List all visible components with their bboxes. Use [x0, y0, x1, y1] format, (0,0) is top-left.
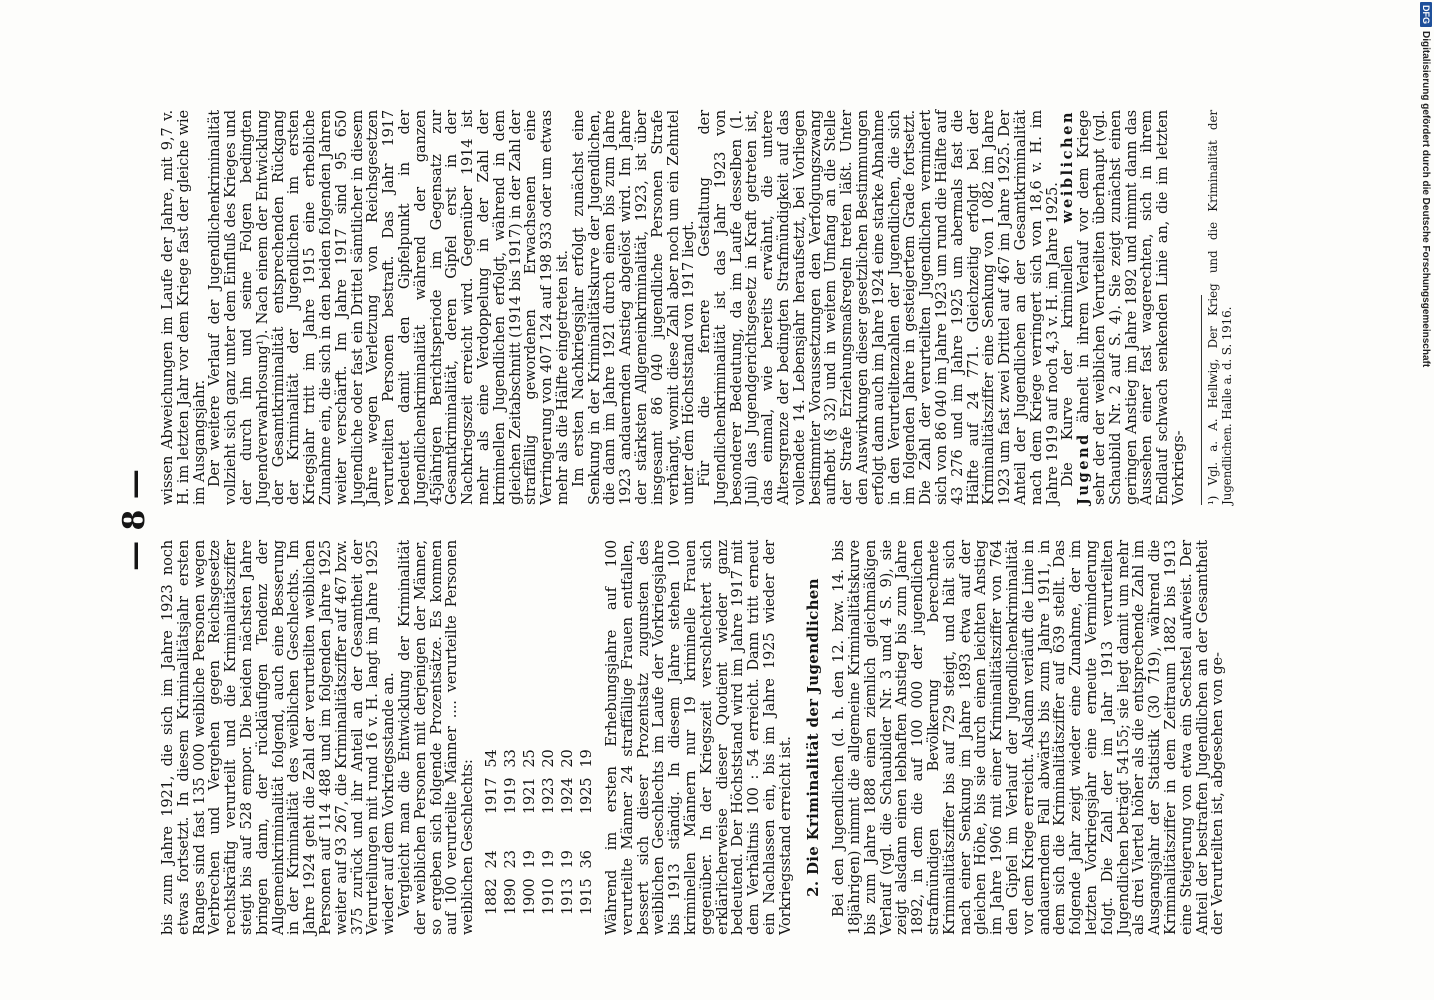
ratio-table-row — [539, 713, 558, 915]
ratio-year-cell: 1923 — [539, 777, 557, 815]
right-paragraph-1: wissen Abweichungen im Laufe der Jahre, mit 9,7 v. H. im letzten Jahr vor dem Kriege fast der gleiche wie im Ausgangsjahr. — [159, 110, 208, 505]
ratio-year-cell: 1915 — [577, 878, 595, 915]
ratio-table-row — [482, 713, 501, 915]
ratio-year-cell: 1919 — [501, 777, 519, 815]
ratio-value-cell: 19 — [577, 749, 595, 768]
emphasis-weibliche-jugend: weiblichen Jugend — [1059, 110, 1093, 505]
ratio-table-row — [520, 713, 539, 915]
ratio-value-cell: 19 — [520, 850, 538, 869]
ratio-year-cell: 1910 — [539, 878, 557, 915]
document-page — [115, 105, 1305, 935]
ratio-year-cell: 1900 — [520, 878, 538, 915]
ratio-table-row — [577, 713, 596, 915]
ratio-year-cell: 1917 — [482, 777, 500, 815]
left-paragraph-3: Während im ersten Erhebungsjahre auf 100 verurteilte Männer 24 straffällige Frauen entfallen, bessert sich dieser Prozentsatz zugunsten des weiblichen Geschlechts im Laufe der Vorkriegsjahre bis 1913 ständig. In diesem Jahre stehen 100 kriminellen Männern nur 19 kriminelle Frauen gegenüber. In der Kriegszeit verschlechtert sich erklärlicherweise dieser Quotient wieder ganz bedeutend. Der Höchststand wird im Jahre 1917 mit dem Verhältnis 100 : 54 erreicht. Dann tritt erneut ein Nachlassen ein, bis im Jahre 1925 wieder der Vorkriegsstand erreicht ist. — [602, 540, 794, 935]
section-heading: 2. Die Kriminalität der Jugendlichen — [803, 578, 822, 897]
ratio-value-cell: 23 — [501, 850, 519, 869]
right-paragraph-2: Der weitere Verlauf der Jugendlichenkriminalität vollzieht sich ganz unter dem Einfluß des Krieges und der durch ihn und seine Folgen bedingten Jugendverwahrlosung¹). Nach einem der Entwicklung der Gesamtkriminalität entsprechenden Rückgang der Kriminalität der Jugendlichen im ersten Kriegsjahr tritt im Jahre 1915 eine erhebliche Zunahme ein, die sich in den beiden folgenden Jahren weiter verschärft. Im Jahre 1917 sind 95 650 Jugendliche oder fast ein Drittel sämtlicher in diesem Jahre wegen Verletzung von Reichsgesetzen verurteilten Personen bestraft. Das Jahr 1917 bedeutet damit den Gipfelpunkt in der Jugendlichenkriminalität während der ganzen 45jährigen Berichtsperiode im Gegensatz zur Gesamtkriminalität, deren Gipfel erst in der Nachkriegszeit erreicht wird. Gegenüber 1914 ist mehr als eine Verdoppelung in der Zahl der kriminellen Jugendlichen erfolgt, während in dem gleichen Zeitabschnitt (1914 bis 1917) in der Zahl der straffällig gewordenen Erwachsenen eine Verringerung von 407 124 auf 198 933 oder um etwas mehr als die Hälfte eingetreten ist. — [206, 110, 571, 505]
ratio-value-cell: 19 — [539, 850, 557, 869]
ratio-value-cell: 36 — [577, 850, 595, 869]
ratio-value-cell: 20 — [558, 749, 576, 768]
right-paragraph-5 — [1060, 110, 1186, 505]
ratio-year-cell: 1890 — [501, 878, 519, 915]
left-paragraph-2: Vergleicht man die Entwicklung der Kriminalität der weiblichen Personen mit derjenigen der Männer, so ergeben sich folgende Prozentsätze. Es kommen auf 100 verurteilte Männer .... verurteilte Personen weiblichen Geschlechts: — [395, 540, 477, 935]
dfg-logo: DFG — [1420, 2, 1432, 27]
footnote-text: ¹) Vgl. a. A. Hellwig, Der Krieg und die Kriminalität der Jugendlichen. Halle a. d. S. 1916. — [1205, 110, 1234, 505]
credit-text: Digitalisierung gefördert durch die Deutsche Forschungsgemeinschaft — [1420, 31, 1431, 368]
ratio-year-cell: 1925 — [577, 777, 595, 815]
ratio-value-cell: 20 — [539, 749, 557, 768]
left-paragraph-4: Bei den Jugendlichen (d. h. den 12. bzw. 14. bis 18jährigen) nimmt die allgemeine Kriminalitätskurve bis zum Jahre 1888 einen ziemlich gleichmäßigen Verlauf (vgl. die Schaubilder Nr. 3 und 4 S. 9), sie zeigt alsdann einen lebhaften Anstieg bis zum Jahre 1892, in dem die auf 100 000 der jugendlichen strafmündigen Bevölkerung berechnete Kriminalitätsziffer bis auf 729 steigt, und hält sich nach einer Senkung im Jahre 1893 etwa auf der gleichen Höhe, bis sie durch einen leichten Anstieg im Jahre 1906 mit einer Kriminalitätsziffer von 764 den Gipfel im Verlauf der Jugendlichenkriminalität vor dem Kriege erreicht. Alsdann verläuft die Linie in andauerndem Fall abwärts bis zum Jahre 1911, in dem sich die Kriminalitätsziffer auf 639 stellt. Das folgende Jahr zeigt wieder eine Zunahme, der im letzten Vorkriegsjahr eine erneute Verminderung folgt. Die Zahl der im Jahr 1913 verurteilten Jugendlichen beträgt 54155; sie liegt damit um mehr als drei Viertel höher als die entsprechende Zahl im Ausgangsjahr der Statistik (30 719), während die Kriminalitätsziffer in dem Zeitraum 1882 bis 1913 eine Steigerung von etwa ein Sechstel aufweist. Der Anteil der bestraften Jugendlichen an der Gesamtheit der Verurteilten ist, abgesehen von ge- — [830, 540, 1227, 935]
ratio-table-row — [558, 713, 577, 915]
left-column — [160, 540, 1300, 935]
ratio-value-cell: 24 — [482, 850, 500, 869]
ratio-year-cell: 1921 — [520, 777, 538, 815]
ratio-year-cell: 1882 — [482, 878, 500, 915]
ratio-table — [482, 713, 596, 915]
ratio-value-cell: 54 — [482, 749, 500, 768]
footnote — [1201, 110, 1234, 505]
ratio-year-cell: 1924 — [558, 777, 576, 815]
paragraph-5-rest: ähnelt in ihrem Verlauf vor dem Kriege sehr der der weiblichen Verurteilten überhaupt (vgl. Schaubild Nr. 2 auf S. 4). Sie zeigt zunächst einen geringen Anstieg im Jahre 1892 und nimmt dann das Aussehen einer fast wagerechten, sich in ihrem Endlauf schwach senkenden Linie an, die im letzten Vorkriegs- — [1075, 110, 1187, 505]
ratio-year-cell: 1913 — [558, 878, 576, 915]
ratio-value-cell: 33 — [501, 749, 519, 768]
right-column — [160, 110, 1300, 505]
right-paragraph-3: Im ersten Nachkriegsjahr erfolgt zunächst eine Senkung in der Kriminalitätskurve der Jugendlichen, die dann im Jahre 1921 durch einen bis zum Jahre 1923 andauernden Anstieg abgelöst wird. Im Jahre der stärksten Allgemeinkriminalität, 1923, ist über insgesamt 86 040 jugendliche Personen Strafe verhängt, womit diese Zahl aber noch um ein Zehntel unter dem Höchststand von 1917 liegt. — [569, 110, 698, 505]
right-paragraph-4: Für die fernere Gestaltung der Jugendlichenkriminalität ist das Jahr 1923 von besonderer Bedeutung, da im Laufe desselben (1. Juli) das Jugendgerichtsgesetz in Kraft getreten ist, das einmal, wie bereits erwähnt, die untere Altersgrenze der bedingten Strafmündigkeit auf das vollendete 14. Lebensjahr heraufsetzt, bei Vorliegen bestimmter Voraussetzungen den Verfolgungszwang aufhebt (§ 32) und in weitem Umfang an die Stelle der Strafe Erziehungsmaßregeln treten läßt. Unter den Auswirkungen dieser gesetzlichen Bestimmungen erfolgt dann auch im Jahre 1924 eine starke Abnahme in den Verurteiltenzahlen der Jugendlichen, die sich im folgenden Jahre in gesteigertem Grade fortsetzt. Die Zahl der verurteilten Jugendlichen vermindert sich von 86 040 im Jahre 1923 um rund die Hälfte auf 43 276 und im Jahre 1925 um abermals fast die Hälfte auf 24 771. Gleichzeitig erfolgt bei der Kriminalitätsziffer eine Senkung von 1 082 im Jahre 1923 um fast zwei Drittel auf 467 im Jahre 1925. Der Anteil der Jugendlichen an der Gesamtkriminalität nach dem Kriege verringert sich von 18,6 v. H. im Jahre 1919 auf noch 4,3 v. H. im Jahre 1925. — [696, 110, 1061, 505]
ratio-value-cell: 25 — [520, 749, 538, 768]
ratio-table-row — [501, 713, 520, 915]
digitization-credit — [1416, 2, 1434, 998]
paragraph-5-prefix: Die Kurve der kriminellen — [1059, 245, 1077, 487]
page-number-header: — 8 — — [117, 469, 152, 571]
left-paragraph-1: bis zum Jahre 1921, die sich im Jahre 1923 noch etwas fortsetzt. In diesem Kriminalitätsjahr ersten Ranges sind fast 135 000 weibliche Personen wegen Verbrechen und Vergehen gegen Reichsgesetze rechtskräftig verurteilt und die Kriminalitätsziffer steigt bis auf 528 empor. Die beiden nächsten Jahre bringen dann, der rückläufigen Tendenz der Allgemeinkriminalität folgend, auch eine Besserung in der Kriminalität des weiblichen Geschlechts. Im Jahre 1924 geht die Zahl der verurteilten weiblichen Personen auf 114 488 und im folgenden Jahre 1925 weiter auf 93 267, die Kriminalitätsziffer auf 467 bzw. 375 zurück und ihr Anteil an der Gesamtheit der Verurteilungen mit rund 16 v. H. langt im Jahre 1925 wieder auf dem Vorkriegsstande an. — [159, 540, 398, 935]
ratio-value-cell: 19 — [558, 850, 576, 869]
